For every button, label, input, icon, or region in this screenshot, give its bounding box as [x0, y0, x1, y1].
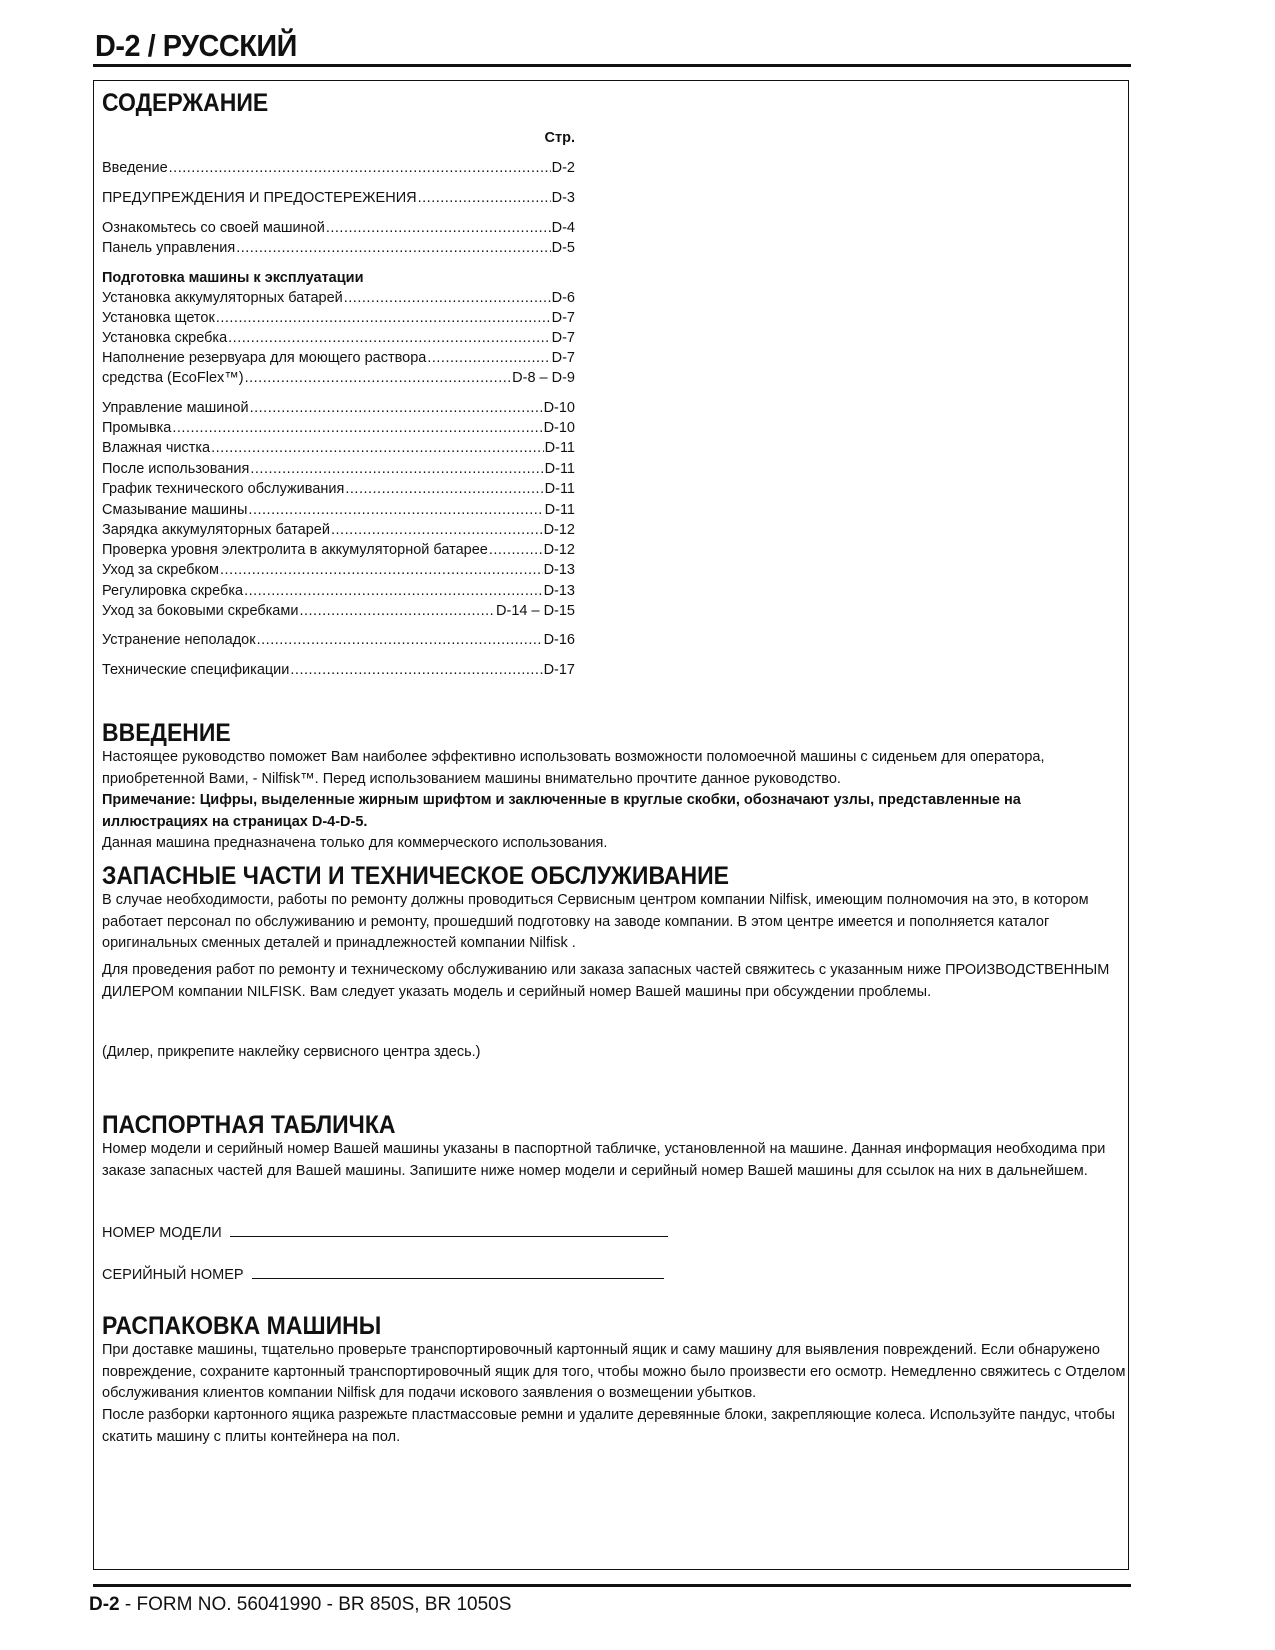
- toc-item-page: D-14 – D-15: [496, 603, 575, 619]
- toc-item[interactable]: [102, 500, 575, 520]
- toc-item-page: D-11: [544, 440, 575, 456]
- toc-item-label: Панель управления: [102, 240, 236, 256]
- toc-item-page: D-12: [543, 522, 575, 538]
- toc-item-page: D-13: [543, 583, 575, 599]
- toc-item-label: ПРЕДУПРЕЖДЕНИЯ И ПРЕДОСТЕРЕЖЕНИЯ: [102, 190, 417, 206]
- toc-item-label: средства (EcoFlex™): [102, 370, 244, 386]
- toc-leader-dots: [211, 438, 544, 458]
- footer-page-number: D-2: [89, 1594, 120, 1615]
- serial-number-field[interactable]: [102, 1264, 664, 1283]
- toc-leader-dots: [427, 348, 550, 368]
- toc-item-label: Зарядка аккумуляторных батарей: [102, 522, 330, 538]
- parts-paragraph-1: В случае необходимости, работы по ремонту должны проводиться Сервисным центром компании Nilfisk, имеющим полномочия на это, в котором работает персонал по обслуживанию и ремонту, прошедший подготовку на заводе компании. В этом центре имеется и пополняется каталог оригинальных сменных деталей и принадлежностей компании Nilfisk .: [102, 892, 1089, 951]
- toc-item[interactable]: [102, 560, 575, 580]
- page-title: D-2 / РУССКИЙ: [95, 28, 297, 63]
- toc-item[interactable]: [102, 479, 575, 499]
- toc-item-label: Смазывание машины: [102, 502, 248, 518]
- toc-item-page: D-11: [544, 461, 575, 477]
- toc-item-label: Ознакомьтесь со своей машиной: [102, 220, 325, 236]
- toc-item[interactable]: [102, 158, 575, 178]
- toc-item-label: Регулировка скребка: [102, 583, 244, 599]
- toc-leader-dots: [245, 368, 512, 388]
- toc-leader-dots: [169, 158, 551, 178]
- toc-item[interactable]: [102, 520, 575, 540]
- toc-item-label: Установка щеток: [102, 310, 215, 326]
- toc-item-page: D-2: [551, 160, 575, 176]
- toc-item-page: D-7: [551, 310, 575, 326]
- toc-item[interactable]: [102, 581, 575, 601]
- toc-item-label: После использования: [102, 461, 250, 477]
- intro-commercial-use: Данная машина предназначена только для коммерческого использования.: [102, 835, 608, 851]
- toc-leader-dots: [250, 459, 543, 479]
- toc-item-label: Наполнение резервуара для моющего раствора: [102, 350, 427, 366]
- toc-leader-dots: [228, 328, 550, 348]
- model-number-field[interactable]: [102, 1222, 668, 1241]
- toc-leader-dots: [489, 540, 543, 560]
- toc-item-page: D-7: [551, 330, 575, 346]
- toc-item-label: Устранение неполадок: [102, 632, 256, 648]
- toc-leader-dots: [326, 218, 551, 238]
- toc-leader-dots: [236, 238, 550, 258]
- unpacking-paragraph-2: После разборки картонного ящика разрежьте пластмассовые ремни и удалите деревянные блоки, закрепляющие колеса. Используйте пандус, чтобы скатить машину с плиты контейнера на пол.: [102, 1407, 1115, 1445]
- toc-leader-dots: [257, 630, 543, 650]
- toc-item-page: D-7: [551, 350, 575, 366]
- toc-leader-dots: [216, 308, 551, 328]
- toc-item[interactable]: [102, 398, 575, 418]
- toc-leader-dots: [248, 500, 543, 520]
- nameplate-heading: ПАСПОРТНАЯ ТАБЛИЧКА: [102, 1111, 396, 1139]
- toc-item-page: D-12: [543, 542, 575, 558]
- toc-leader-dots: [244, 581, 543, 601]
- page-footer: [89, 1594, 511, 1616]
- toc-item[interactable]: [102, 328, 575, 348]
- toc-page-column-label: Стр.: [544, 130, 575, 146]
- toc-leader-dots: [344, 288, 551, 308]
- table-of-contents: [102, 130, 575, 678]
- toc-leader-dots: [299, 601, 495, 621]
- toc-group-label: Подготовка машины к эксплуатации: [102, 270, 364, 286]
- toc-leader-dots: [172, 418, 542, 438]
- toc-item-label: Уход за скребком: [102, 562, 220, 578]
- toc-item-page: D-8 – D-9: [512, 370, 575, 386]
- toc-item[interactable]: [102, 238, 575, 258]
- serial-number-line[interactable]: [252, 1264, 664, 1279]
- unpacking-heading: РАСПАКОВКА МАШИНЫ: [102, 1312, 382, 1340]
- toc-item[interactable]: [102, 418, 575, 438]
- toc-item-label: Промывка: [102, 420, 172, 436]
- toc-item-label: Уход за боковыми скребками: [102, 603, 299, 619]
- toc-item-label: Технические спецификации: [102, 662, 290, 678]
- toc-item[interactable]: [102, 459, 575, 479]
- toc-item-page: D-17: [543, 662, 575, 678]
- footer-rule: [93, 1584, 1131, 1587]
- toc-item-page: D-11: [544, 481, 575, 497]
- header-rule: [93, 64, 1131, 67]
- toc-item[interactable]: [102, 630, 575, 650]
- toc-item-label: Управление машиной: [102, 400, 249, 416]
- toc-item-label: Установка аккумуляторных батарей: [102, 290, 343, 306]
- toc-leader-dots: [418, 188, 551, 208]
- toc-item-page: D-6: [551, 290, 575, 306]
- toc-title: СОДЕРЖАНИЕ: [102, 89, 269, 117]
- toc-item[interactable]: [102, 660, 575, 680]
- toc-item[interactable]: [102, 188, 575, 208]
- model-number-line[interactable]: [230, 1222, 668, 1237]
- parts-paragraph-2: Для проведения работ по ремонту и техническому обслуживанию или заказа запасных частей свяжитесь с указанным ниже ПРОИЗВОДСТВЕННЫМ ДИЛЕРОМ компании NILFISK. Вам следует указать модель и серийный номер Вашей машины при обсуждении проблемы.: [102, 962, 1110, 1000]
- toc-item[interactable]: [102, 288, 575, 308]
- toc-item-page: D-5: [551, 240, 575, 256]
- footer-form-text: - FORM NO. 56041990 - BR 850S, BR 1050S: [119, 1594, 512, 1615]
- toc-leader-dots: [331, 520, 543, 540]
- toc-leader-dots: [290, 660, 542, 680]
- parts-heading: ЗАПАСНЫЕ ЧАСТИ И ТЕХНИЧЕСКОЕ ОБСЛУЖИВАНИЕ: [102, 862, 730, 890]
- page-header: [95, 28, 1130, 64]
- intro-paragraph: Настоящее руководство поможет Вам наиболее эффективно использовать возможности поломоечной машины с сиденьем для оператора, приобретенной Вами, - Nilfisk™. Перед использованием машины внимательно прочтите данное руководство.: [102, 749, 1045, 787]
- intro-note: Примечание: Цифры, выделенные жирным шрифтом и заключенные в круглые скобки, обозначают узлы, представленные на иллюстрациях на страницах D-4-D-5.: [102, 792, 1021, 830]
- unpacking-paragraph-1: При доставке машины, тщательно проверьте транспортировочный картонный ящик и саму машину для выявления повреждений. Если обнаружено повреждение, сохраните картонный транспортировочный ящик для того, чтобы можно было произвести его осмотр. Немедленно свяжитесь с Отделом обслуживания клиентов компании Nilfisk для подачи искового заявления о возмещении убытков.: [102, 1342, 1126, 1401]
- dealer-sticker-note: (Дилер, прикрепите наклейку сервисного центра здесь.): [102, 1044, 481, 1060]
- toc-leader-dots: [220, 560, 543, 580]
- toc-item-page: D-13: [543, 562, 575, 578]
- toc-item-page: D-16: [543, 632, 575, 648]
- model-number-label: НОМЕР МОДЕЛИ: [102, 1225, 222, 1241]
- toc-item[interactable]: [102, 368, 575, 388]
- intro-heading: ВВЕДЕНИЕ: [102, 719, 231, 747]
- toc-item[interactable]: [102, 540, 575, 560]
- toc-item-page: D-10: [543, 420, 575, 436]
- toc-item-label: Проверка уровня электролита в аккумуляторной батарее: [102, 542, 488, 558]
- serial-number-label: СЕРИЙНЫЙ НОМЕР: [102, 1267, 244, 1283]
- toc-item-label: Установка скребка: [102, 330, 228, 346]
- toc-item[interactable]: [102, 601, 575, 621]
- toc-item[interactable]: [102, 308, 575, 328]
- toc-item-label: График технического обслуживания: [102, 481, 345, 497]
- toc-item-page: D-3: [551, 190, 575, 206]
- toc-item-label: Введение: [102, 160, 168, 176]
- toc-item[interactable]: [102, 218, 575, 238]
- toc-item[interactable]: [102, 348, 575, 368]
- nameplate-paragraph: Номер модели и серийный номер Вашей машины указаны в паспортной табличке, установленной на машине. Данная информация необходима при заказе запасных частей для Вашей машины. Запишите ниже номер модели и серийный номер Вашей машины для ссылок на них в дальнейшем.: [102, 1141, 1106, 1179]
- toc-item-page: D-4: [551, 220, 575, 236]
- toc-item[interactable]: [102, 438, 575, 458]
- toc-item-page: D-10: [543, 400, 575, 416]
- toc-leader-dots: [345, 479, 543, 499]
- toc-item-label: Влажная чистка: [102, 440, 211, 456]
- toc-item-page: D-11: [544, 502, 575, 518]
- toc-leader-dots: [250, 398, 543, 418]
